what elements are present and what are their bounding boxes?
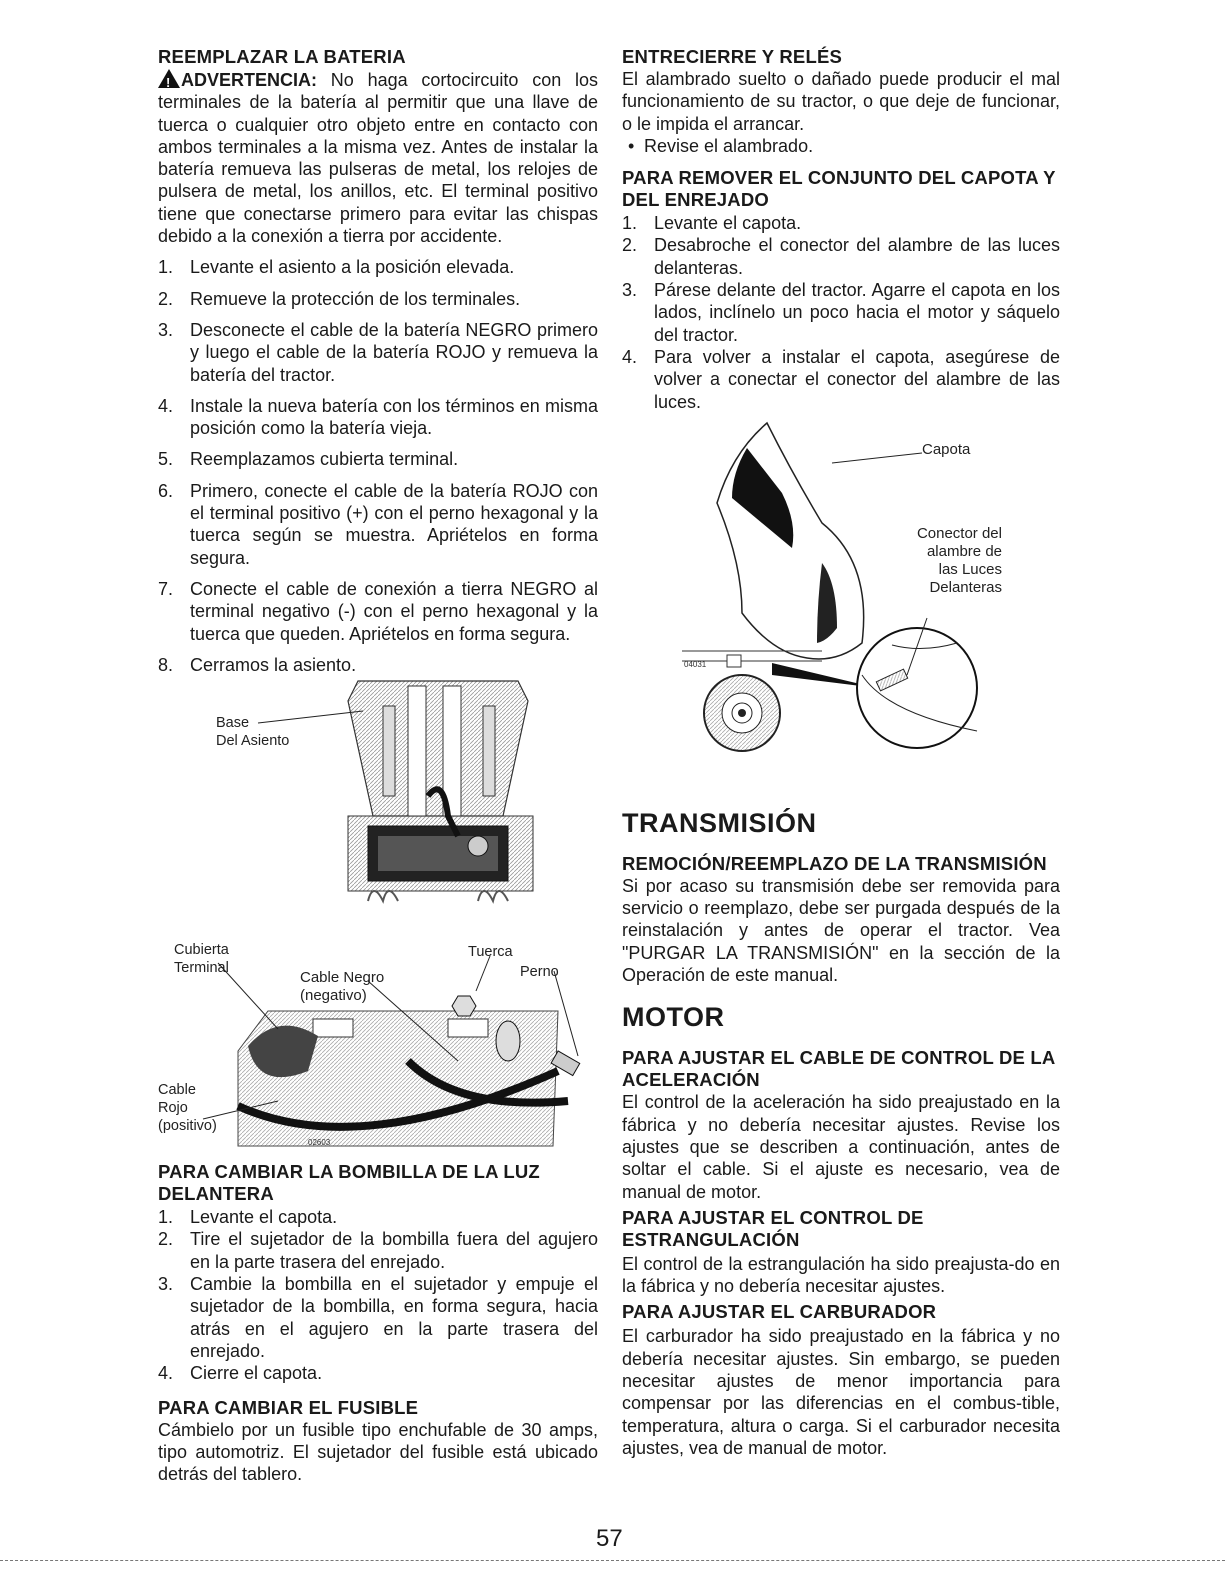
list-item: 8. Cerramos la asiento. bbox=[158, 654, 357, 675]
hood-illustration bbox=[622, 413, 1060, 808]
list-item: 4. Para volver a instalar el capota, asegúrese de volver a conectar el conector del alambre de las luces. bbox=[622, 346, 1060, 412]
label-cubierta: Cubierta Terminal bbox=[174, 942, 229, 977]
list-item: 5. Reemplazamos cubierta terminal. bbox=[158, 449, 459, 470]
transmission-heading: TRANSMISIÓN bbox=[622, 807, 817, 838]
list-item: 2. Remueve la protección de los terminales. bbox=[158, 288, 521, 309]
list-item: 3. Cambie la bombilla en el sujetador y empuje el sujetador de la bombilla, en forma segura, hacia atrás en el agujero en la parte trasera del enrejado. bbox=[158, 1274, 598, 1361]
interlock-text: El alambrado suelto o dañado puede producir el mal funcionamiento de su tractor, o que deje de funcionar, o le impida el arrancar. bbox=[622, 69, 1060, 134]
list-item: 7. Conecte el cable de conexión a tierra NEGRO al terminal negativo (-) con el perno hexagonal y la tuerca que queden. Apriételos en forma segura. bbox=[158, 578, 598, 644]
list-item: 1. Levante el capota. bbox=[158, 1207, 338, 1228]
throttle-text: El control de la aceleración ha sido preajustado en la fábrica y no debería necesitar ajustes. Revise los ajustes que se describen a continuación, antes de soltar el cable. Si el ajuste es necesario, vea de manual de motor. bbox=[622, 1092, 1060, 1202]
right-column bbox=[622, 46, 1060, 1459]
interlock-title: ENTRECIERRE Y RELÉS bbox=[622, 46, 843, 67]
transmission-title: REMOCIÓN/REEMPLAZO DE LA TRANSMISIÓN bbox=[622, 852, 1047, 874]
interlock-bullets bbox=[622, 135, 1060, 157]
choke-text: El control de la estrangulación ha sido preajusta-do en la fábrica y no debería necesitar ajustes. bbox=[622, 1253, 1060, 1297]
fuse-title: PARA CAMBIAR EL FUSIBLE bbox=[158, 1396, 419, 1418]
list-item: 6. Primero, conecte el cable de la batería ROJO con el terminal positivo (+) con el perno hexagonal y la tuerca según se muestra. Apriételos en forma segura. bbox=[158, 480, 598, 568]
page-bottom-rule bbox=[0, 1560, 1225, 1561]
list-item: 2. Desabroche el conector del alambre de las luces delanteras. bbox=[622, 235, 1060, 278]
label-tuerca: Tuerca bbox=[468, 944, 513, 961]
page-number: 57 bbox=[596, 1525, 623, 1552]
list-item: 1. Levante el capota. bbox=[622, 213, 802, 234]
warning-label: ADVERTENCIA: bbox=[181, 70, 318, 90]
label-cable-negro: Cable Negro (negativo) bbox=[300, 969, 385, 1005]
figure-code: 02603 bbox=[308, 1138, 331, 1148]
figure-code: 04031 bbox=[684, 659, 707, 669]
hood-steps bbox=[622, 212, 1060, 413]
fuse-text: Cámbielo por un fusible tipo enchufable de 30 amps, tipo automotriz. El sujetador del fusible está ubicado detrás del tablero. bbox=[158, 1419, 598, 1485]
label-capota: Capota bbox=[922, 440, 971, 458]
battery-terminal-figure bbox=[158, 941, 598, 1151]
list-item: 3. Desconecte el cable de la batería NEGRO primero y luego el cable de la batería ROJO y remueva la batería del tractor. bbox=[158, 319, 598, 385]
battery-figure bbox=[158, 676, 598, 941]
hood-title: PARA REMOVER EL CONJUNTO DEL CAPOTA Y DEL ENREJADO bbox=[622, 167, 1056, 211]
carb-text: El carburador ha sido preajustado en la fábrica y no debería necesitar ajustes. Sin embargo, se pueden necesitar ajustes de menor importancia para compensar por las diferencias en el combus-tible, temperatura, altura o carga. Si el carburador necesita ajustes, vea de manual de motor. bbox=[622, 1326, 1060, 1458]
list-item: 3. Párese delante del tractor. Agarre el capota en los lados, inclínelo un poco hacia el motor y sáquelo del tractor. bbox=[622, 280, 1060, 345]
battery-steps bbox=[158, 256, 598, 676]
label-cable-rojo: Cable Rojo (positivo) bbox=[158, 1082, 217, 1135]
battery-title: REEMPLAZAR LA BATERIA bbox=[158, 46, 406, 67]
warning-text: No haga cortocircuito con los terminales de la batería al permitir que una llave de tuerca o cualquier otro objeto entre en contacto con ambos terminales a la misma vez. Antes de instalar la batería remueva las pulseras de metal, los relojes de pulsera de metal, los anillos, etc. El terminal positivo tiene que conectarse primero para evitar las chispas debido a la conexión a tierra por accidente. bbox=[158, 70, 598, 247]
carb-title: PARA AJUSTAR EL CARBURADOR bbox=[622, 1301, 937, 1323]
left-column bbox=[158, 46, 598, 1485]
throttle-title: PARA AJUSTAR EL CABLE DE CONTROL DE LA ACELERACIÓN bbox=[622, 1047, 1055, 1091]
hood-figure bbox=[622, 413, 1060, 808]
label-perno: Perno bbox=[520, 964, 559, 981]
choke-title: PARA AJUSTAR EL CONTROL DE ESTRANGULACIÓN bbox=[622, 1206, 924, 1250]
bulb-title: PARA CAMBIAR LA BOMBILLA DE LA LUZ DELANTERA bbox=[158, 1161, 540, 1205]
list-item: 1. Levante el asiento a la posición elevada. bbox=[158, 257, 515, 278]
transmission-text: Si por acaso su transmisión debe ser removida para servicio o reemplazo, debe ser purgada después de la reinstalación y antes de operar el tractor. Vea "PURGAR LA TRANSMISIÓN" en la sección de la Operación de este manual. bbox=[622, 875, 1060, 986]
list-item: 4. Instale la nueva batería con los términos en misma posición como la batería vieja. bbox=[158, 395, 598, 439]
battery-warning bbox=[158, 69, 598, 247]
label-conector: Conector del alambre de las Luces Delanteras bbox=[916, 524, 1002, 596]
list-item: • Revise el alambrado. bbox=[628, 135, 814, 156]
bulb-steps bbox=[158, 1206, 598, 1384]
label-base: Base Del Asiento bbox=[216, 715, 290, 750]
list-item: 2. Tire el sujetador de la bombilla fuera del agujero en la parte trasera del enrejado. bbox=[158, 1229, 598, 1272]
list-item: 4. Cierre el capota. bbox=[158, 1363, 323, 1384]
motor-heading: MOTOR bbox=[622, 1002, 725, 1033]
warning-icon bbox=[158, 69, 180, 88]
